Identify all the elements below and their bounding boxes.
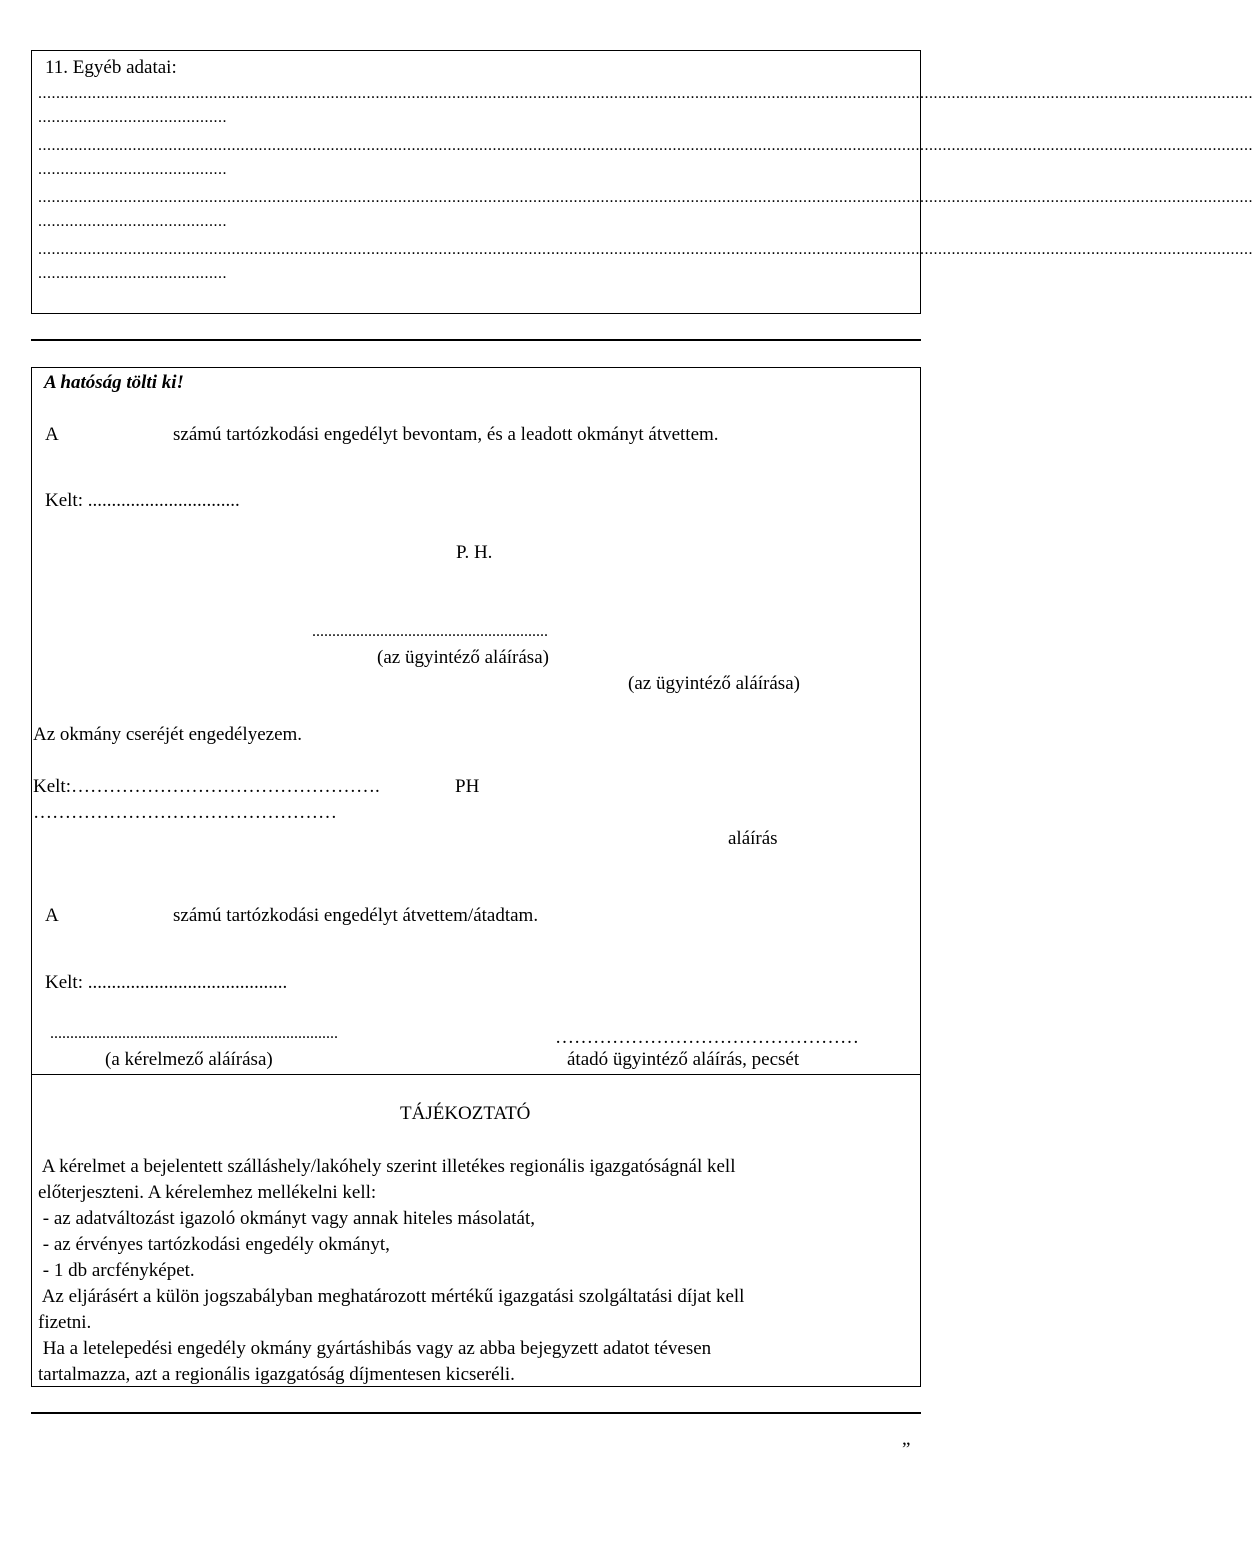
signature-label: (az ügyintéző aláírása): [628, 673, 800, 694]
info-line: - az adatváltozást igazoló okmányt vagy annak hiteles másolatát,: [38, 1208, 535, 1229]
fill-line: ..........................................: [38, 109, 227, 126]
fill-line: ..............................................................................................................................................................................................................................................................................: [38, 189, 1253, 206]
fill-line: ..........................................: [38, 265, 227, 282]
fill-line: ..........................................: [38, 213, 227, 230]
signature-line: ...........................................................: [312, 623, 548, 640]
info-line: tartalmazza, azt a regionális igazgatóság díjmentesen kicseréli.: [38, 1364, 515, 1385]
signature-line: …………………………………………: [33, 802, 337, 823]
applicant-signature-line: ........................................................................: [50, 1025, 338, 1042]
officer-signature-label: átadó ügyintéző aláírás, pecsét: [567, 1049, 800, 1070]
info-line: - 1 db arcfényképet.: [38, 1260, 195, 1281]
other-data-title: 11. Egyéb adatai:: [45, 57, 177, 78]
info-line: Ha a letelepedési engedély okmány gyártáshibás vagy az abba bejegyzett adatot tévesen: [38, 1338, 712, 1359]
authority-heading: A hatóság tölti ki!: [44, 372, 184, 393]
applicant-signature-label: (a kérelmező aláírása): [105, 1049, 273, 1070]
fill-line: ..............................................................................................................................................................................................................................................................................: [38, 137, 1253, 154]
fill-line: ..............................................................................................................................................................................................................................................................................: [38, 241, 1253, 258]
date-field: Kelt:………………………………………….: [33, 776, 380, 797]
date-field: Kelt: ..........................................: [45, 972, 288, 993]
date-field: Kelt: ................................: [45, 490, 240, 511]
fill-line: ..........................................: [38, 161, 227, 178]
signature-label: aláírás: [728, 828, 778, 849]
section-divider: [31, 339, 921, 341]
revoke-line-a: A: [45, 424, 59, 445]
fill-line: ..............................................................................................................................................................................................................................................................................: [38, 85, 1253, 102]
handover-line-a: A: [45, 905, 59, 926]
handover-line-text: számú tartózkodási engedélyt átvettem/átadtam.: [173, 905, 539, 926]
officer-signature-line: …………………………………………: [555, 1027, 859, 1048]
info-title: TÁJÉKOZTATÓ: [400, 1103, 531, 1124]
exchange-approval: Az okmány cseréjét engedélyezem.: [33, 724, 303, 745]
info-line: Az eljárásért a külön jogszabályban meghatározott mértékű igazgatási szolgáltatási díjat kell: [38, 1286, 745, 1307]
info-line: fizetni.: [38, 1312, 92, 1333]
info-line: előterjeszteni. A kérelemhez mellékelni kell:: [38, 1182, 377, 1203]
stamp-place: PH: [455, 776, 480, 797]
bottom-divider: [31, 1412, 921, 1414]
info-line: A kérelmet a bejelentett szálláshely/lakóhely szerint illetékes regionális igazgatóságnál kell: [38, 1156, 736, 1177]
stamp-place: P. H.: [456, 542, 493, 563]
authority-box: [31, 367, 921, 1075]
closing-quote-mark: ”: [902, 1439, 911, 1460]
revoke-line-text: számú tartózkodási engedélyt bevontam, és a leadott okmányt átvettem.: [173, 424, 719, 445]
signature-label: (az ügyintéző aláírása): [377, 647, 549, 668]
info-line: - az érvényes tartózkodási engedély okmányt,: [38, 1234, 390, 1255]
